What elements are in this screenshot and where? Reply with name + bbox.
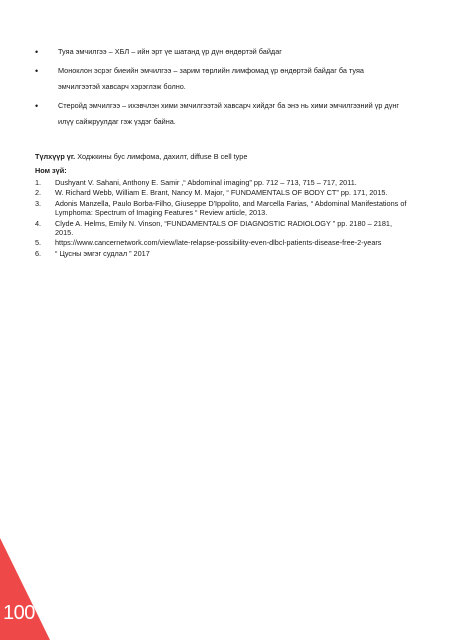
bullet-item bbox=[35, 98, 407, 130]
reference-item bbox=[35, 249, 407, 258]
bullet-dot-icon: • bbox=[35, 47, 39, 57]
keywords-label: Түлхүүр үг. bbox=[35, 152, 76, 161]
reference-item bbox=[35, 178, 407, 187]
bullet-text: Моноклон эсрэг биеийн эмчилгээ – зарим төрлийн лимфомад үр өндөртэй байдаг ба туяа эмчилгээтэй хавсарч хэрэглэж болно. bbox=[58, 66, 364, 91]
page-number: 100 bbox=[3, 602, 35, 624]
reference-number: 1. bbox=[35, 178, 42, 187]
bullet-item bbox=[35, 63, 407, 95]
reference-link[interactable]: https://www.cancernetwork.com/view/late-relapse-possibility-even-dlbcl-patients-disease-free-2-years bbox=[55, 238, 382, 248]
bullet-dot-icon: • bbox=[35, 66, 39, 76]
treatment-bullet-list bbox=[35, 44, 407, 130]
keywords-line bbox=[35, 151, 407, 162]
keywords-text: Ходжкины бус лимфома, дахилт, diffuse B cell type bbox=[75, 152, 248, 161]
references-list bbox=[35, 178, 407, 258]
reference-number: 6. bbox=[35, 248, 42, 258]
bullet-dot-icon: • bbox=[35, 101, 39, 111]
reference-text: Clyde A. Helms, Emily N. Vinson, “FUNDAMENTALS OF DIAGNOSTIC RADIOLOGY ” pp. 2180 – 2181, 2015. bbox=[55, 218, 392, 238]
reference-number: 3. bbox=[35, 198, 42, 208]
reference-number: 5. bbox=[35, 238, 42, 248]
reference-text: Dushyant V. Sahani, Anthony E. Samir ,“ Abdominal imaging” pp. 712 – 713, 715 – 717, 2011. bbox=[55, 178, 357, 187]
reference-text: W. Richard Webb, William E. Brant, Nancy M. Major, “ FUNDAMENTALS OF BODY CT” pp. 171, 2015. bbox=[55, 188, 388, 198]
reference-item bbox=[35, 199, 407, 218]
page-content bbox=[35, 44, 407, 259]
reference-text: Adonis Manzella, Paulo Borba-Filho, Giuseppe D'Ippolito, and Marcella Farias, “ Abdominal Manifestations of Lymphoma: Spectrum of Imaging Features “ Review article, 2013. bbox=[55, 198, 407, 218]
references-title: Ном зүй: bbox=[35, 166, 67, 175]
bullet-text: Туяа эмчилгээ – ХБЛ – ийн эрт үе шатанд үр дүн өндөртэй байдаг bbox=[58, 47, 282, 56]
reference-number: 4. bbox=[35, 218, 42, 228]
reference-item bbox=[35, 238, 407, 247]
reference-item bbox=[35, 188, 407, 197]
reference-item bbox=[35, 219, 407, 238]
bullet-text: Стеройд эмчилгээ – ихэвчлэн хими эмчилгээтэй хавсарч хийдэг ба энэ нь хими эмчилгээний үр дүнг илүү сайжруулдаг гэж үздэг байна. bbox=[58, 101, 400, 126]
reference-number: 2. bbox=[35, 188, 42, 198]
bullet-item bbox=[35, 44, 407, 60]
reference-text: “ Цусны эмгэг судлал ” 2017 bbox=[55, 248, 150, 258]
